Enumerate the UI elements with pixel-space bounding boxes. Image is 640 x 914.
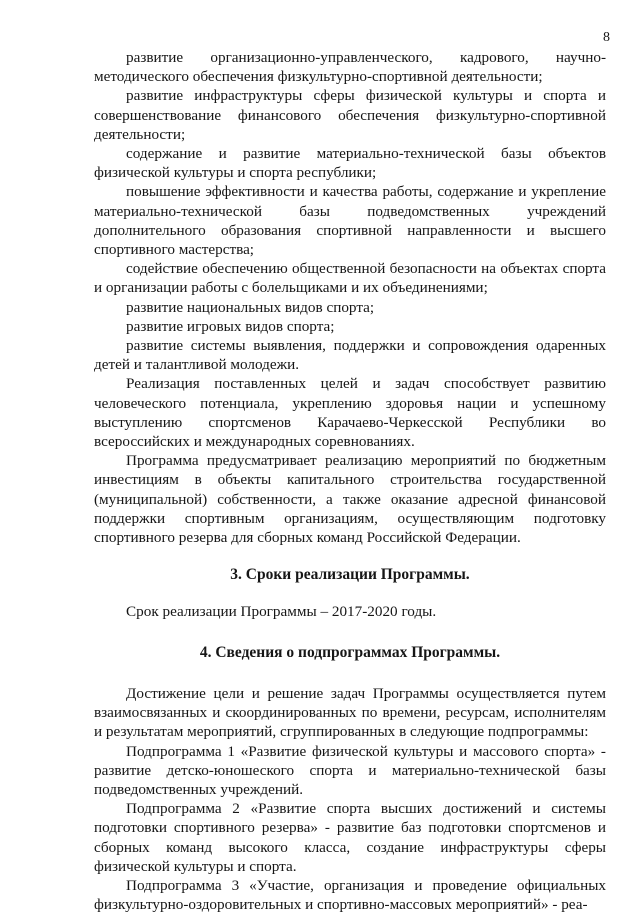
paragraph: Программа предусматривает реализацию мероприятий по бюджетным инвестициям в объекты капитального строительства государственной (муниципальной) собственности, а также оказание адресной финансовой поддержки спортивным организациям, осуществляющим подготовку спортивного резерва для сборных команд Российской Федерации. [94, 452, 606, 547]
paragraph: Реализация поставленных целей и задач способствует развитию человеческого потенциала, укреплению здоровья нации и успешному выступлению спортсменов Карачаево-Черкесской Республики во всероссийских и международных соревнованиях. [94, 375, 606, 451]
paragraph: Подпрограмма 2 «Развитие спорта высших достижений и системы подготовки спортивного резерва» - развитие баз подготовки спортсменов и сборных команд высокого класса, создание инфраструктуры сферы физической культуры и спорта. [94, 800, 606, 875]
paragraph: содействие обеспечению общественной безопасности на объектах спорта и организации работы с болельщиками и их объединениями; [94, 260, 606, 297]
paragraph: Подпрограмма 3 «Участие, организация и проведение официальных физкультурно-оздоровительных и спортивно-массовых мероприятий» - реа- [94, 876, 606, 914]
paragraph: развитие инфраструктуры сферы физической культуры и спорта и совершенствование финансового обеспечения физкультурно-спортивной деятельности; [94, 87, 606, 143]
section-4-heading: 4. Сведения о подпрограммах Программы. [199, 643, 501, 661]
paragraph: повышение эффективности и качества работы, содержание и укрепление материально-технической базы подведомственных учреждений дополнительного образования спортивной направленности и высшего спортивного мастерства; [94, 183, 606, 259]
paragraph: Достижение цели и решение задач Программы осуществляется путем взаимосвязанных и скоординированных по времени, ресурсам, исполнителям и результатам мероприятий, сгруппированных в следующие подпрограммы: [94, 684, 606, 741]
section-3-heading: 3. Сроки реализации Программы. [230, 566, 470, 584]
page-content [94, 48, 606, 914]
paragraph: развитие игровых видов спорта; [126, 317, 335, 335]
paragraph: развитие системы выявления, поддержки и сопровождения одаренных детей и талантливой молодежи. [94, 337, 606, 374]
paragraph: Подпрограмма 1 «Развитие физической культуры и массового спорта» - развитие детско-юношеского спорта и материально-технической базы подведомственных учреждений. [94, 742, 606, 798]
paragraph: развитие национальных видов спорта; [126, 298, 375, 316]
page-number: 8 [603, 30, 610, 45]
paragraph: содержание и развитие материально-технической базы объектов физической культуры и спорта республики; [94, 145, 606, 182]
paragraph: развитие организационно-управленческого, кадрового, научно-методического обеспечения физкультурно-спортивной деятельности; [94, 49, 606, 86]
section-3-text: Срок реализации Программы – 2017-2020 годы. [126, 603, 437, 621]
